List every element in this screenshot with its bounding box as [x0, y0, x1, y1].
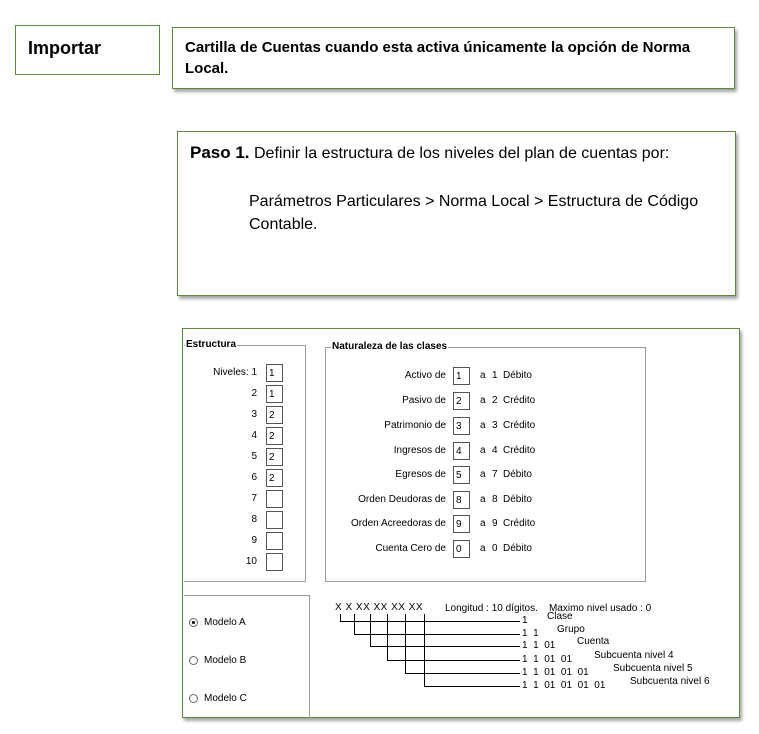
modelo-label[interactable]: Modelo C: [204, 693, 247, 704]
header-box: [172, 27, 735, 89]
class-nature: Crédito: [503, 420, 536, 431]
class-nature: Débito: [503, 370, 532, 381]
class-a-label: a: [480, 543, 486, 554]
level-branch: [387, 660, 520, 661]
class-to-value: 8: [492, 494, 498, 505]
level-branch: [354, 634, 520, 635]
step-label: Paso 1.: [190, 143, 250, 162]
class-nature: Crédito: [503, 395, 536, 406]
level-label: 8: [251, 514, 257, 525]
level-input[interactable]: [266, 553, 283, 571]
class-nature: Crédito: [503, 445, 536, 456]
step-text: Definir la estructura de los niveles del plan de cuentas por:: [254, 145, 670, 162]
modelo-radio[interactable]: [189, 618, 198, 627]
level-input[interactable]: 1: [266, 364, 283, 382]
level-branch: [370, 646, 520, 647]
class-label: Ingresos de: [393, 445, 446, 456]
step-path: Parámetros Particulares > Norma Local > Estructura de Código Contable.: [249, 193, 699, 233]
class-nature: Débito: [503, 494, 532, 505]
import-label: Importar: [28, 38, 102, 58]
level-code: 1 1: [522, 628, 539, 639]
modelo-label[interactable]: Modelo B: [204, 655, 247, 666]
level-label: 7: [251, 493, 257, 504]
modelo-group: [184, 595, 310, 719]
level-connector: [354, 614, 355, 634]
level-connector: [340, 614, 341, 621]
level-code: 1 1 01: [522, 640, 556, 651]
class-a-label: a: [480, 469, 486, 480]
step-box: [177, 131, 736, 296]
class-a-label: a: [480, 445, 486, 456]
level-name: Subcuenta nivel 6: [630, 676, 710, 687]
level-name: Cuenta: [577, 636, 610, 647]
class-nature: Débito: [503, 469, 532, 480]
class-a-label: a: [480, 518, 486, 529]
modelo-radio[interactable]: [189, 694, 198, 703]
level-code: 1 1 01 01 01 01: [522, 680, 606, 691]
level-name: Grupo: [557, 624, 585, 635]
class-from-input[interactable]: 2: [453, 392, 470, 410]
level-connector: [424, 614, 425, 686]
level-input[interactable]: 2: [266, 469, 283, 487]
class-from-input[interactable]: 5: [453, 466, 470, 484]
level-input[interactable]: [266, 490, 283, 508]
modelo-label[interactable]: Modelo A: [204, 617, 246, 628]
level-input[interactable]: 2: [266, 427, 283, 445]
level-name: Subcuenta nivel 4: [594, 650, 674, 661]
level-branch: [405, 673, 520, 674]
estructura-title: Estructura: [186, 339, 237, 350]
class-from-input[interactable]: 0: [453, 540, 470, 558]
class-nature: Débito: [503, 543, 532, 554]
level-name: Clase: [547, 611, 573, 622]
modelo-radio[interactable]: [189, 656, 198, 665]
level-code: 1 1 01 01 01: [522, 667, 589, 678]
class-to-value: 4: [492, 445, 498, 456]
class-from-input[interactable]: 8: [453, 491, 470, 509]
level-label: Niveles: 1: [213, 367, 257, 378]
class-label: Pasivo de: [402, 395, 446, 406]
class-to-value: 3: [492, 420, 498, 431]
class-nature: Crédito: [503, 518, 536, 529]
step-line: [190, 143, 669, 163]
level-label: 6: [251, 472, 257, 483]
class-label: Orden Deudoras de: [358, 494, 446, 505]
class-a-label: a: [480, 370, 486, 381]
level-connector: [387, 614, 388, 660]
class-label: Egresos de: [395, 469, 446, 480]
class-label: Activo de: [404, 370, 446, 381]
level-code: 1 1 01 01: [522, 654, 573, 665]
level-connector: [405, 614, 406, 673]
class-to-value: 2: [492, 395, 498, 406]
class-from-input[interactable]: 9: [453, 515, 470, 533]
length-info: Longitud : 10 dígitos. Maximo nivel usado : 0: [445, 603, 652, 614]
class-a-label: a: [480, 420, 486, 431]
class-to-value: 0: [492, 543, 498, 554]
level-input[interactable]: [266, 511, 283, 529]
settings-screenshot: [182, 328, 740, 718]
naturaleza-title: Naturaleza de las clases: [332, 341, 448, 352]
level-name: Subcuenta nivel 5: [613, 663, 693, 674]
level-label: 10: [245, 556, 257, 567]
level-branch: [340, 621, 520, 622]
level-input[interactable]: 1: [266, 385, 283, 403]
level-label: 9: [251, 535, 257, 546]
level-connector: [370, 614, 371, 646]
level-label: 5: [251, 451, 257, 462]
import-label-box: [15, 25, 160, 75]
class-from-input[interactable]: 3: [453, 417, 470, 435]
level-branch: [424, 686, 520, 687]
estructura-group: [184, 339, 306, 582]
class-label: Patrimonio de: [384, 420, 446, 431]
code-pattern: X X XX XX XX XX: [335, 602, 424, 613]
class-to-value: 9: [492, 518, 498, 529]
header-text: Cartilla de Cuentas cuando esta activa únicamente la opción de Norma Local.: [185, 39, 691, 77]
class-from-input[interactable]: 1: [453, 367, 470, 385]
class-to-value: 1: [492, 370, 498, 381]
level-label: 4: [251, 430, 257, 441]
level-input[interactable]: 2: [266, 448, 283, 466]
class-a-label: a: [480, 494, 486, 505]
level-label: 3: [251, 409, 257, 420]
class-label: Cuenta Cero de: [375, 543, 446, 554]
class-a-label: a: [480, 395, 486, 406]
level-input[interactable]: 2: [266, 406, 283, 424]
class-to-value: 7: [492, 469, 498, 480]
class-from-input[interactable]: 4: [453, 442, 470, 460]
level-input[interactable]: [266, 532, 283, 550]
level-code: 1: [522, 615, 528, 626]
class-label: Orden Acreedoras de: [350, 518, 446, 529]
level-label: 2: [251, 388, 257, 399]
